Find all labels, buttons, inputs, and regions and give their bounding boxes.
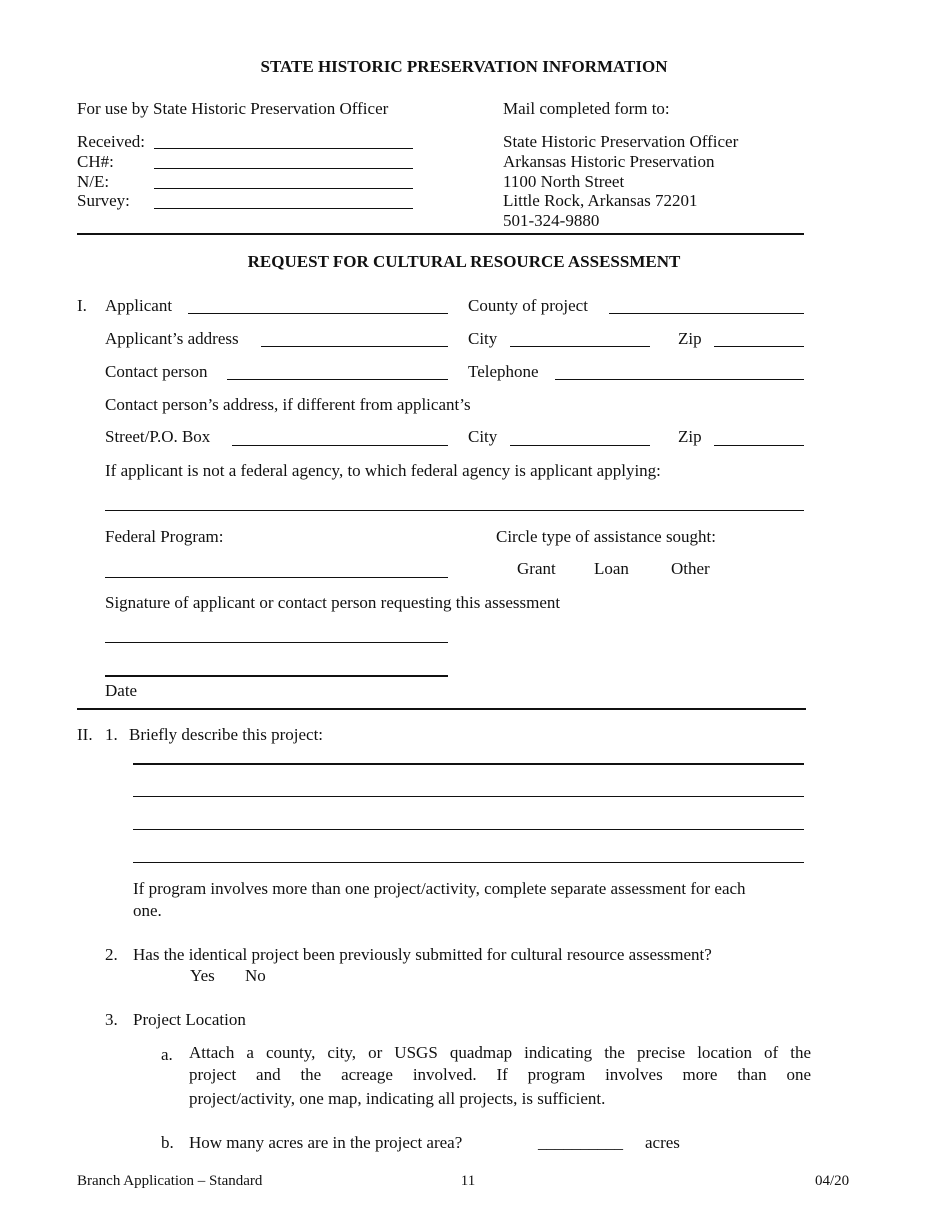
contact-zip-field[interactable] [714, 445, 804, 446]
mail-line: Little Rock, Arkansas 72201 [503, 191, 698, 210]
assistance-option-loan[interactable]: Loan [594, 559, 629, 578]
ne-field[interactable] [154, 188, 413, 189]
mail-heading: Mail completed form to: [503, 99, 670, 118]
zip-field[interactable] [714, 346, 804, 347]
mail-line: 1100 North Street [503, 172, 625, 191]
form-title: STATE HISTORIC PRESERVATION INFORMATION [260, 57, 668, 76]
survey-label: Survey: [77, 191, 130, 210]
page-number: 11 [460, 1173, 476, 1189]
project-description-line[interactable] [133, 763, 804, 765]
q3b-marker: b. [161, 1133, 174, 1152]
ch-number-label: CH#: [77, 152, 114, 171]
shpo-use-heading: For use by State Historic Preservation Officer [77, 99, 389, 118]
ne-label: N/E: [77, 172, 110, 191]
received-field[interactable] [154, 148, 413, 149]
q3b-question: How many acres are in the project area? [189, 1133, 463, 1152]
q3-number: 3. [105, 1010, 118, 1029]
mail-phone: 501-324-9880 [503, 211, 600, 230]
section-2-numeral: II. [77, 725, 93, 744]
applicant-field[interactable] [188, 313, 448, 314]
federal-agency-question: If applicant is not a federal agency, to which federal agency is applicant applying: [105, 461, 661, 480]
q1-note: If program involves more than one project/activity, complete separate assessment for each [133, 879, 746, 898]
assistance-question: Circle type of assistance sought: [496, 527, 717, 546]
date-label: Date [105, 681, 138, 700]
signature-field[interactable] [105, 642, 448, 643]
applicant-label: Applicant [105, 296, 173, 315]
received-label: Received: [77, 132, 145, 151]
assistance-option-grant[interactable]: Grant [517, 559, 556, 578]
date-field[interactable] [105, 675, 448, 677]
acres-field[interactable]: __________ [538, 1133, 623, 1152]
contact-address-note: Contact person’s address, if different from applicant’s [105, 395, 471, 414]
county-label: County of project [468, 296, 588, 315]
federal-program-label: Federal Program: [105, 527, 224, 546]
contact-person-field[interactable] [227, 379, 448, 380]
contact-zip-label: Zip [678, 427, 702, 446]
project-description-line[interactable] [133, 829, 804, 830]
q1-label: Briefly describe this project: [129, 725, 324, 744]
footer-left: Branch Application – Standard [77, 1173, 263, 1189]
telephone-field[interactable] [555, 379, 804, 380]
federal-program-field[interactable] [105, 577, 448, 578]
ch-number-field[interactable] [154, 168, 413, 169]
q1-note-continued: one. [133, 901, 162, 920]
q2-no-option[interactable]: No [245, 966, 266, 985]
federal-agency-field[interactable] [105, 510, 804, 511]
signature-label: Signature of applicant or contact person requesting this assessment [105, 593, 561, 612]
acres-unit: acres [645, 1133, 680, 1152]
assistance-option-other[interactable]: Other [671, 559, 710, 578]
request-title: REQUEST FOR CULTURAL RESOURCE ASSESSMENT [247, 252, 681, 271]
q2-question: Has the identical project been previously submitted for cultural resource assessment? [133, 945, 712, 964]
applicant-address-field[interactable] [261, 346, 448, 347]
mail-line: Arkansas Historic Preservation [503, 152, 715, 171]
q2-yes-option[interactable]: Yes [190, 966, 215, 985]
applicant-address-label: Applicant’s address [105, 329, 239, 348]
q3a-line: Attach a county, city, or USGS quadmap indicating the precise location of the [189, 1043, 811, 1062]
street-label: Street/P.O. Box [105, 427, 211, 446]
q3a-line: project and the acreage involved. If program involves more than one [189, 1065, 811, 1084]
survey-field[interactable] [154, 208, 413, 209]
zip-label: Zip [678, 329, 702, 348]
project-description-line[interactable] [133, 796, 804, 797]
q3-label: Project Location [133, 1010, 246, 1029]
q1-number: 1. [105, 725, 118, 744]
section-divider [77, 708, 806, 710]
q3a-line: project/activity, one map, indicating all projects, is sufficient. [189, 1089, 606, 1108]
footer-date: 04/20 [815, 1173, 850, 1189]
header-divider [77, 233, 804, 235]
mail-line: State Historic Preservation Officer [503, 132, 739, 151]
city-field[interactable] [510, 346, 650, 347]
street-field[interactable] [232, 445, 448, 446]
county-field[interactable] [609, 313, 804, 314]
city-label: City [468, 329, 498, 348]
contact-city-field[interactable] [510, 445, 650, 446]
q2-number: 2. [105, 945, 118, 964]
contact-person-label: Contact person [105, 362, 208, 381]
contact-city-label: City [468, 427, 498, 446]
project-description-line[interactable] [133, 862, 804, 863]
q3a-marker: a. [161, 1045, 173, 1064]
section-1-numeral: I. [77, 296, 87, 315]
telephone-label: Telephone [468, 362, 539, 381]
